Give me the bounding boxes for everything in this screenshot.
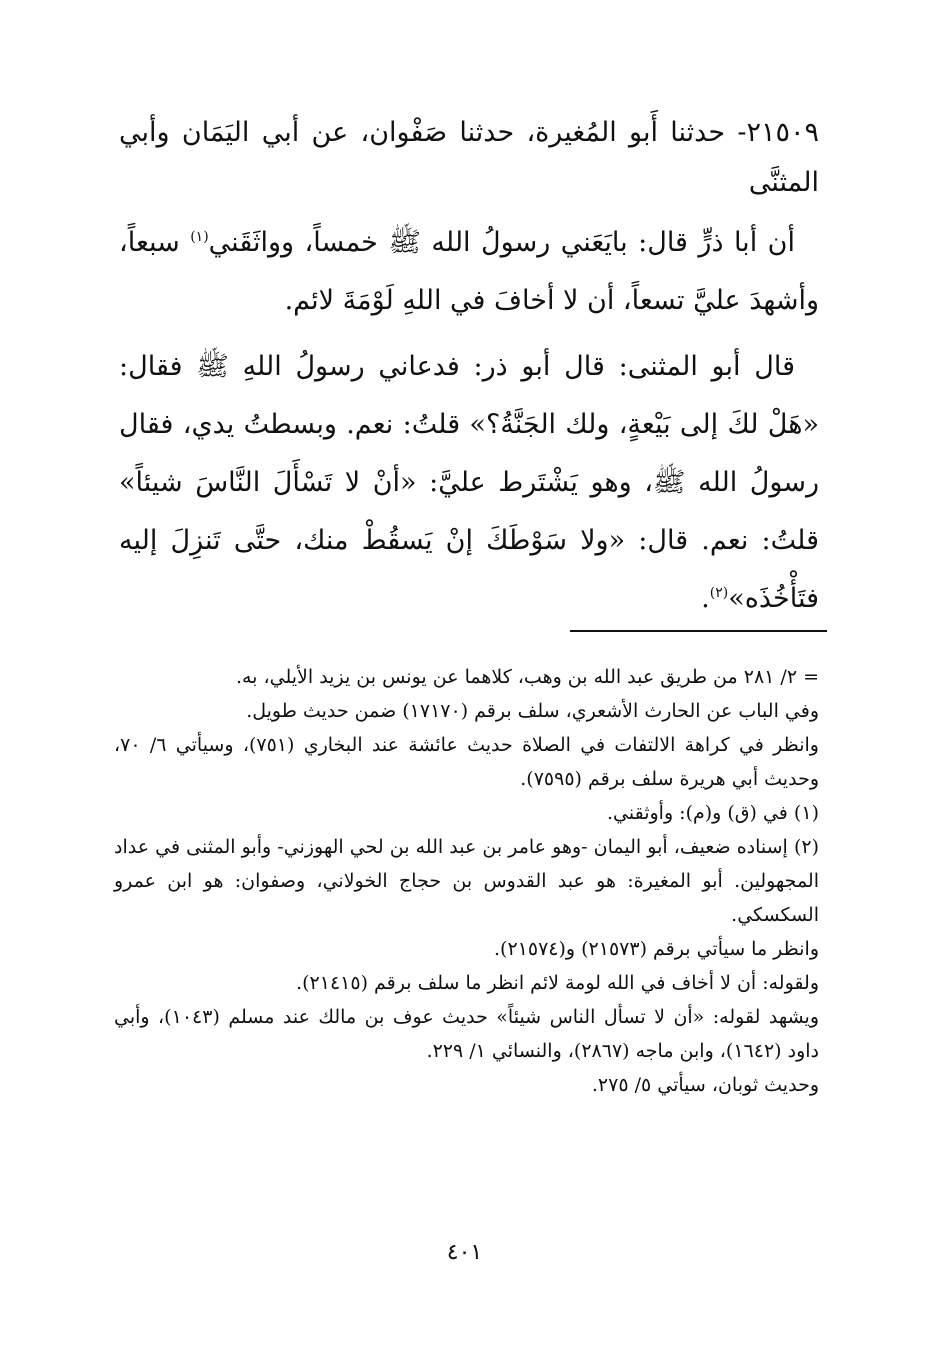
footnote-ref-1: (١) <box>190 229 209 245</box>
footnote-line: وحديث ثوبان، سيأتي ٥/ ٢٧٥. <box>591 1074 819 1096</box>
footnote-ref-2: (٢) <box>709 585 729 601</box>
footnote-line: ويشهد لقوله: «أن لا تسأل الناس شيئاً» حديث عوف بن مالك عند مسلم (١٠٤٣)، وأبي داود (١٦٤٢)، وابن ماجه (٢٨٦٧)، والنسائي ١/ ٢٢٩. <box>114 1006 819 1062</box>
footnote-2: (٢) إسناده ضعيف، أبو اليمان -وهو عامر بن عبد الله بن لحي الهوزني- وأبو المثنى في عداد المجهولين. أبو المغيرة: هو عبد القدوس بن حجاج الخولاني، وصفوان: هو ابن عمرو السكسكي. <box>114 836 819 926</box>
hadith-paragraph-1 <box>119 214 819 330</box>
hadith-main-text <box>119 108 819 636</box>
footnote-line: وانظر ما سيأتي برقم (٢١٥٧٣) و(٢١٥٧٤). <box>494 938 819 960</box>
hadith-paragraph-1-cont: سبعاً، وأشهدَ عليَّ تسعاً، أن لا أخافَ في اللهِ لَوْمَةَ لائم. <box>119 227 819 316</box>
hadith-paragraph-1-text: أن أبا ذرٍّ قال: بايَعَني رسولُ الله ﷺ خمساً، وواثَقَني <box>208 227 795 258</box>
footnote-1: (١) في (ق) و(م): وأوثقني. <box>606 802 819 824</box>
footnote-line: وانظر في كراهة الالتفات في الصلاة حديث عائشة عند البخاري (٧٥١)، وسيأتي ٦/ ٧٠، وحديث أبي هريرة سلف برقم (٧٥٩٥). <box>114 734 819 790</box>
footnote-line: وفي الباب عن الحارث الأشعري، سلف برقم (١٧١٧٠) ضمن حديث طويل. <box>246 700 819 722</box>
hadith-isnad: ٢١٥٠٩- حدثنا أَبو المُغيرة، حدثنا صَفْوان، عن أبي اليَمَان وأبي المثنَّى <box>119 117 819 198</box>
footnotes <box>114 660 819 1102</box>
hadith-paragraph-2-text: قال أبو المثنى: قال أبو ذر: فدعاني رسولُ اللهِ ﷺ فقال: «هَلْ لكَ إلى بَيْعةٍ، ولك الجَنَّةُ؟» قلتُ: نعم. وبسطتُ يدي، فقال رسولُ الله ﷺ، وهو يَشْتَرط عليَّ: «أنْ لا تَسْأَلَ النَّاسَ شيئاً» قلتُ: نعم. قال: «ولا سَوْطَكَ إنْ يَسقُطْ منك، حتَّى تَنزِلَ إليه فتَأْخُذَه» <box>119 351 819 614</box>
page-number: ٤٠١ <box>446 1240 483 1265</box>
hadith-paragraph-2-end: . <box>701 583 710 614</box>
hadith-paragraph-2 <box>119 338 819 628</box>
footnote-separator <box>570 630 827 632</box>
footnote-line: = ٢/ ٢٨١ من طريق عبد الله بن وهب، كلاهما عن يونس بن يزيد الأيلي، به. <box>235 666 819 688</box>
footnote-line: ولقوله: أن لا أخاف في الله لومة لائم انظر ما سلف برقم (٢١٤١٥). <box>296 972 819 994</box>
